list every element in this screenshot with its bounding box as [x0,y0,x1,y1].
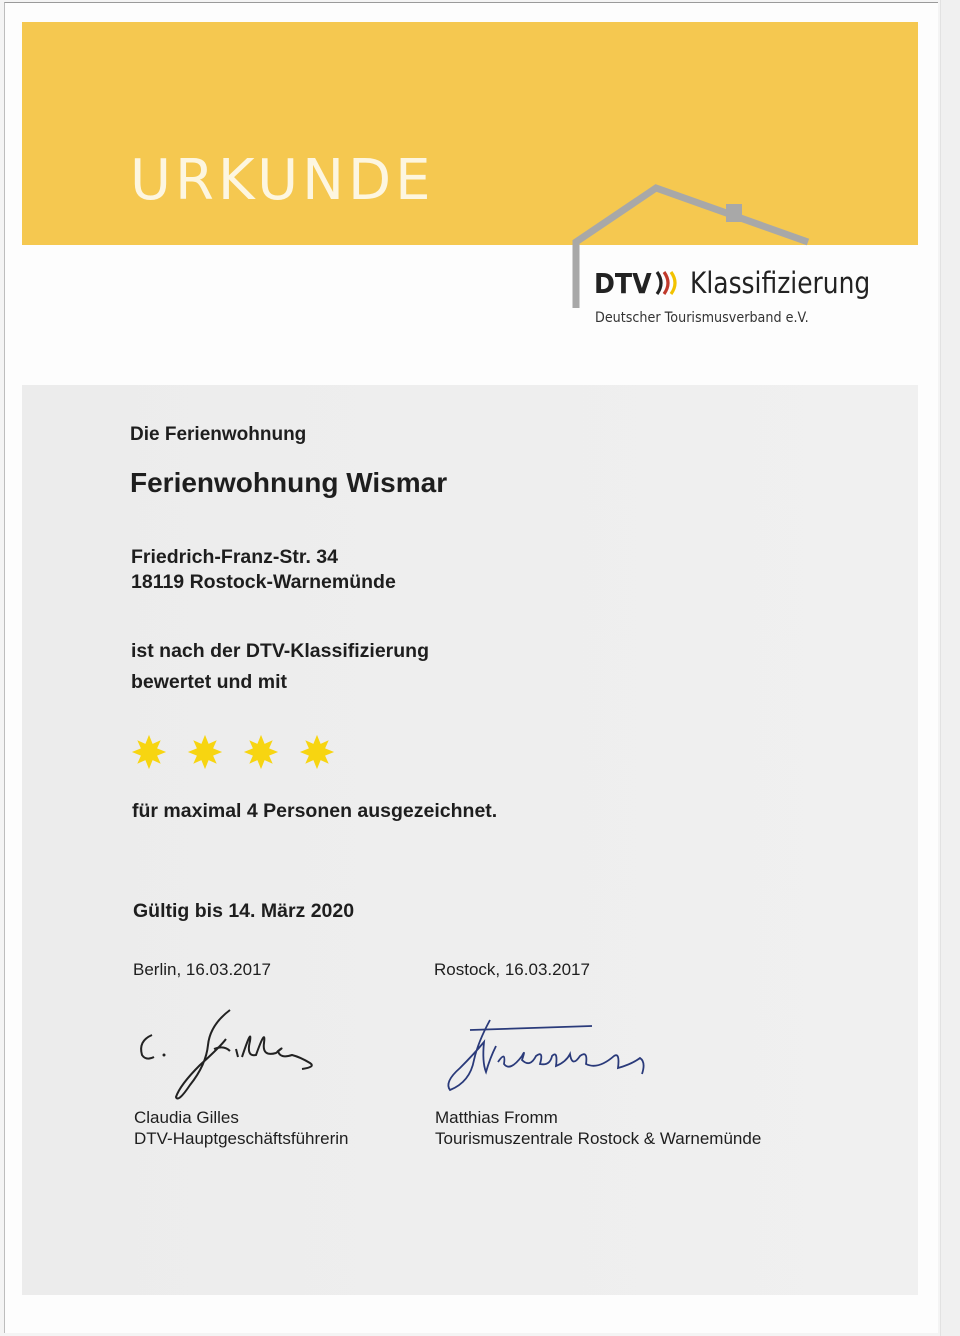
star-icon [187,732,223,772]
star-icon [243,732,279,772]
rating-text-line2: bewertet und mit [131,671,288,693]
property-name: Ferienwohnung Wismar [130,467,448,498]
address-street: Friedrich-Franz-Str. 34 [131,546,338,568]
signature-gilles [130,1005,340,1110]
logo-name: Klassifizierung [690,266,871,300]
chevron-right-icon [654,269,684,297]
intro-label: Die Ferienwohnung [130,424,307,445]
place-date-left: Berlin, 16.03.2017 [133,960,271,979]
dtv-logo [594,266,900,300]
logo-brand: DTV [594,266,652,300]
signer-title-left: DTV-Hauptgeschäftsführerin [134,1129,349,1148]
logo-subtitle: Deutscher Tourismusverband e.V. [595,310,809,326]
signer-name-left: Claudia Gilles [134,1108,239,1127]
star-rating [131,732,335,772]
certificate-title: URKUNDE [130,148,435,213]
scan-edge [940,0,960,1336]
rating-text-line1: ist nach der DTV-Klassifizierung [131,640,429,662]
place-date-right: Rostock, 16.03.2017 [434,960,590,979]
signer-name-right: Matthias Fromm [435,1108,558,1127]
signature-fromm [440,1012,655,1097]
address-city: 18119 Rostock-Warnemünde [131,571,396,593]
star-icon [131,732,167,772]
signer-title-right: Tourismuszentrale Rostock & Warnemünde [435,1129,762,1148]
award-text: für maximal 4 Personen ausgezeichnet. [132,800,498,822]
validity-date: Gültig bis 14. März 2020 [133,900,355,922]
content-panel [22,385,918,1295]
star-icon [299,732,335,772]
